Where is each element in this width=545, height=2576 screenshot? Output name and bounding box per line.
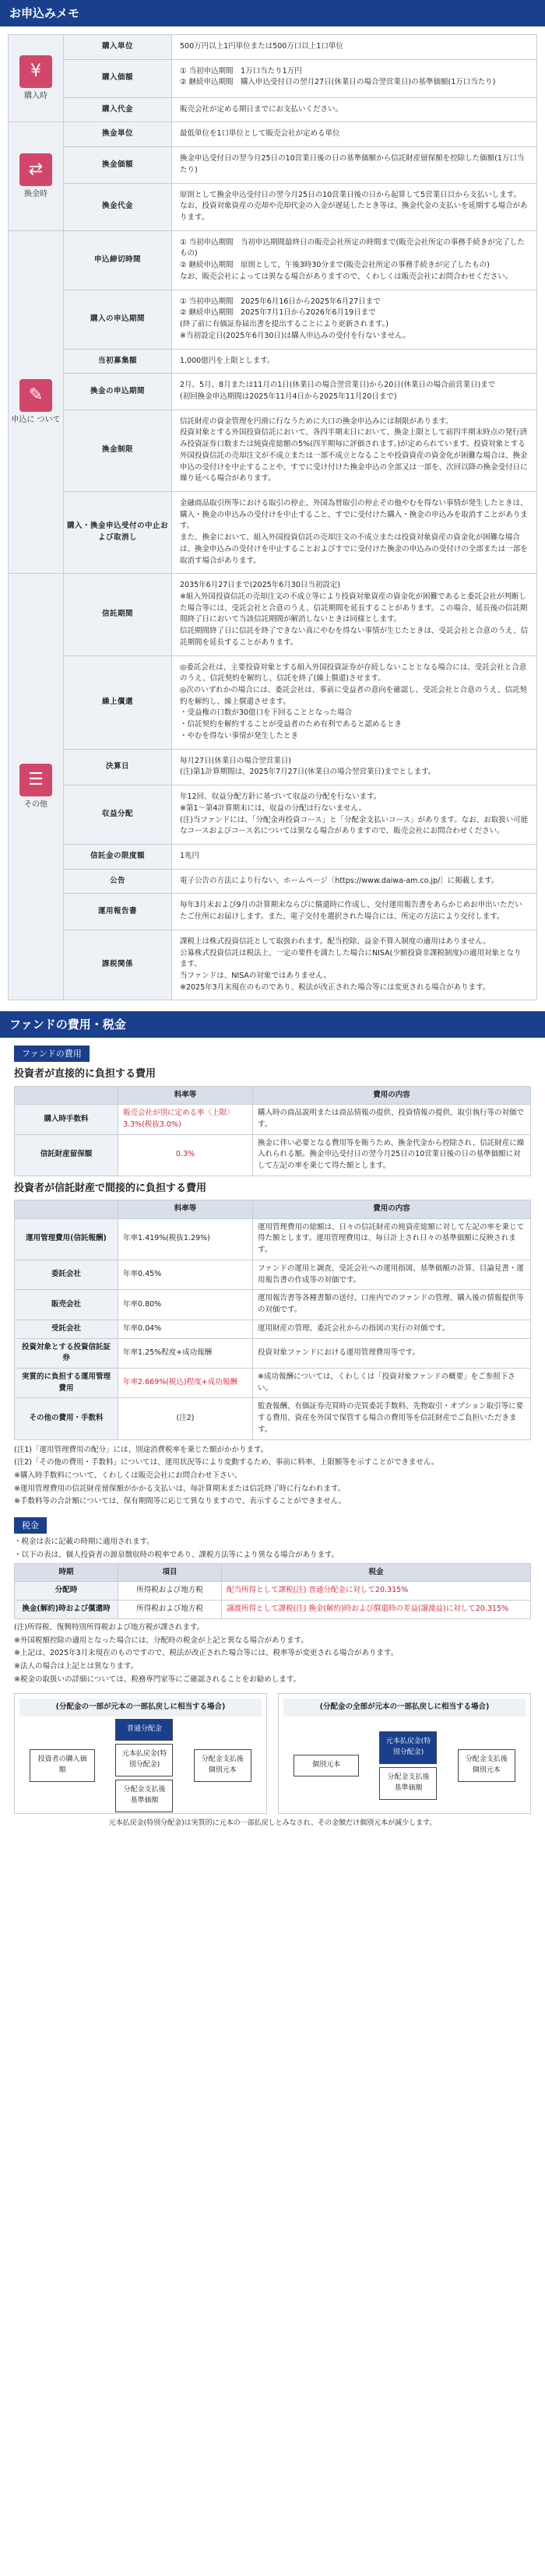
nav-after-box: 分配金支払後基準価額 bbox=[379, 1767, 437, 1800]
row-label: 申込締切時間 bbox=[63, 231, 172, 290]
row-text: 金融商品取引所等における取引の停止、外国為替取引の停止その他やむを得ない事情が発生したときは、購入・換金の申込みの受付けを中止すること、すでに受付けた購入・換金の申込みを取消すことがあります。 また、換金において、組入外国投資信託の売却注文の不成立または投資対象資産の資金化が困難な場合は、換金申込みの受付けを中止することおよびすでに受付けた換金の申込みの受付けの全部または一部を取消す場合があります。 bbox=[180, 498, 528, 565]
row-label: 購入の申込期間 bbox=[63, 290, 172, 349]
memo-row bbox=[63, 869, 536, 894]
cell-item: 所得税および地方税 bbox=[118, 1582, 222, 1601]
investor-cost-box: 投資者の購入価額 bbox=[30, 1749, 95, 1782]
group-side bbox=[9, 35, 63, 121]
cell-tax: 譲渡所得として課税(注) 換金(解約)時および償還時の差益(譲渡益)に対して20.315% bbox=[222, 1601, 531, 1619]
row-text: 換金申込受付日の翌今月25日の10営業日後の日の基準価額から信託財産留保額を控除した価額(1万口当たり) bbox=[180, 154, 525, 174]
diagram-head: (分配金の一部が元本の一部払戻しに相当する場合) bbox=[19, 1699, 262, 1717]
fee-sub-head: ファンドの費用 bbox=[14, 1046, 90, 1062]
order-memo-header: お申込みメモ bbox=[0, 0, 545, 26]
cell-desc: 投資対象ファンドにおける運用管理費用等です。 bbox=[253, 1338, 531, 1368]
row-text: 最低単位を1口単位として販売会社が定める単位 bbox=[180, 129, 340, 139]
row-label: 換金制限 bbox=[63, 410, 172, 491]
cell-desc: ファンドの運用と調査、受託会社への運用指図、基準価額の計算、目論見書・運用報告書の作成等の対価です。 bbox=[253, 1260, 531, 1289]
row-text: 毎年3月末および9月の計算期末ならびに償還時に作成し、交付運用報告書をあらかじめお申出いただいたご住所にお届けします。また、電子交付を選択された場合には、所定の方法により交付します。 bbox=[180, 901, 522, 922]
tax-intro bbox=[14, 1537, 531, 1561]
after-principal-box: 分配金支払後個別元本 bbox=[458, 1749, 515, 1782]
table-header: 税金 bbox=[222, 1563, 531, 1582]
row-label: 信託金の限度額 bbox=[63, 845, 172, 869]
pen-icon: ✎ bbox=[19, 379, 52, 412]
group-purchase bbox=[8, 34, 537, 121]
tax-sub-head: 税金 bbox=[14, 1517, 47, 1534]
table-header bbox=[15, 1200, 118, 1219]
note: ※上記は、2025年3月末現在のものですので、税法が改正された場合等には、税率等が変更される場合があります。 bbox=[14, 1649, 399, 1658]
cell-desc: 換金に伴い必要となる費用等を賄うため、換金代金から控除され、信託財産に繰入れられる額。換金申込受付日の翌今月25日の10営業日後の日の基準価額に対して左記の率を乗じて得た額とします。 bbox=[253, 1134, 531, 1176]
cell-label: その他の費用・手数料 bbox=[15, 1398, 118, 1439]
row-label: 信託期間 bbox=[63, 574, 172, 655]
after-principal-box: 分配金支払後個別元本 bbox=[194, 1749, 251, 1782]
wallet-icon: ¥ bbox=[19, 55, 52, 88]
cell-time: 換金(解約)時および償還時 bbox=[15, 1601, 118, 1619]
cell-rate: 年率0.45% bbox=[118, 1260, 253, 1289]
memo-row bbox=[63, 785, 536, 844]
cell-rate: 年率0.04% bbox=[118, 1320, 253, 1338]
table-row bbox=[15, 1218, 531, 1260]
note: ※運用管理費用の信託財産留保額がかかる支払いは、毎計算期末または信託終了時に行なわれます。 bbox=[14, 1484, 346, 1493]
memo-row bbox=[63, 930, 536, 1000]
group-redemption bbox=[8, 121, 537, 230]
side-label: 購入時 bbox=[24, 92, 47, 101]
row-text: 信託財産の資金管理を円滑に行なうために大口の換金申込みには制限があります。 投資対象とする外国投資信託において、各四半期末日において、換金上限として前四半期末時点の発行済み投資証券口数または純資産総額の5%(四半期毎に評価されます。)が定められています。投資対象とする外国投資信託の売却注文が不成立または一部不成立となることや投資資産の資金化が困難な場合は、換金申込の受付けを中止することや、すでに受け付けた換金申込の全部又は一部を、次回以降の換金受付日に繰り延べる場合があります。 bbox=[180, 416, 528, 483]
individual-principal-box: 個別元本 bbox=[294, 1755, 359, 1776]
memo-row bbox=[63, 231, 536, 290]
row-label: 換金価額 bbox=[63, 147, 172, 182]
row-text: 1,000億円を上限とします。 bbox=[180, 356, 275, 365]
row-label: 運用報告書 bbox=[63, 894, 172, 929]
group-side bbox=[9, 231, 63, 574]
cell-desc: 監査報酬、有価証券売買時の売買委託手数料、先物取引・オプション取引等に要する費用、資産を外国で保管する場合の費用等を信託財産でご負担いただきます。 bbox=[253, 1398, 531, 1439]
row-label: 換金代金 bbox=[63, 184, 172, 230]
table-row bbox=[15, 1398, 531, 1439]
indirect-cost-table bbox=[14, 1200, 531, 1440]
diagram-right bbox=[278, 1693, 531, 1814]
memo-row bbox=[63, 655, 536, 749]
table-header: 費用の内容 bbox=[253, 1200, 531, 1219]
table-row bbox=[15, 1290, 531, 1320]
note: ※外国税額控除の適用となった場合には、分配時の税金が上記と異なる場合があります。 bbox=[14, 1636, 308, 1645]
cell-label: 販売会社 bbox=[15, 1290, 118, 1320]
memo-row bbox=[63, 349, 536, 374]
table-header: 時期 bbox=[15, 1563, 118, 1582]
row-text: ① 当初申込期間 2025年6月16日から2025年6月27日まで ② 継続申込期間 2025年7月1日から2026年6月19日まで (終了前に有価証券届出書を提出することにより更新されます。) ※当初設定日(2025年6月30日)は購入申込みの受付を行ないません。 bbox=[180, 297, 410, 340]
side-label: その他 bbox=[24, 800, 47, 810]
note: ※手数料等の合計額については、保有期間等に応じて異なりますので、表示することができません。 bbox=[14, 1497, 346, 1506]
cell-tax: 配当所得として課税(注) 普通分配金に対して20.315% bbox=[222, 1582, 531, 1601]
cell-label: 実質的に負担する運用管理費用 bbox=[15, 1368, 118, 1397]
exchange-icon: ⇄ bbox=[19, 153, 52, 186]
row-text: 年12回、収益分配方針に基づいて収益の分配を行ないます。 ※第1～第4計算期末には、収益の分配は行ないません。 (注)当ファンドには、「分配金再投資コース」と「分配金支払いコース」があります。なお、お取扱い可能なコースおよびコース名については異なる場合がありますので、販売会社にお問合わせください。 bbox=[180, 792, 529, 836]
row-label: 課税関係 bbox=[63, 930, 172, 1000]
cell-rate: 年率1.25%程度+成功報酬 bbox=[118, 1338, 253, 1368]
group-other bbox=[8, 573, 537, 1000]
row-label: 購入単位 bbox=[63, 35, 172, 59]
table-row bbox=[15, 1368, 531, 1397]
row-text: 1兆円 bbox=[180, 851, 200, 860]
tax-table bbox=[14, 1563, 531, 1619]
note: ※税金の取扱いの詳細については、税務専門家等にご確認されることをお勧めします。 bbox=[14, 1675, 301, 1684]
row-text: 毎月27日(休業日の場合翌営業日) (注)第1計算期間は、2025年7月27日(休業日の場合翌営業日)までとします。 bbox=[180, 756, 436, 777]
row-text: 2035年6月27日まで(2025年6月30日当初設定) ※組入外国投資信託の売却注文の不成立等により投資対象資産の資金化が困難であると委託会社が判断した場合等には、受託会社と合意のうえ、信託期間を延長することがあります。この場合、延長後の信託期間終了日において当該信託期間が解消しないときは同様とします。 信託期間終了日に信託を終了できない真にやむを得ない事情が生じたときは、受託会社と合意のうえ、信託期間を延長することがあります。 bbox=[180, 581, 529, 647]
note: (注)所得税、復興特別所得税および地方税が課されます。 bbox=[14, 1622, 205, 1632]
row-label: 収益分配 bbox=[63, 785, 172, 844]
row-text: 2月、5月、8月または11月の1日(休業日の場合翌営業日)から20日(休業日の場合前営業日)まで (初回換金申込期間は2025年11月4日から2025年11月20日まで) bbox=[180, 381, 496, 401]
group-side bbox=[9, 574, 63, 1000]
note: (注1)「運用管理費用の配分」には、別途消費税率を乗じた額がかかります。 bbox=[14, 1445, 269, 1454]
note: (注2)「その他の費用・手数料」については、運用状況等により変動するため、事前に料率、上限額等を示すことができません。 bbox=[14, 1458, 439, 1467]
fee-section-header: ファンドの費用・税金 bbox=[0, 1011, 545, 1038]
table-row bbox=[15, 1105, 531, 1134]
cell-rate: (注2) bbox=[118, 1398, 253, 1439]
table-row bbox=[15, 1582, 531, 1601]
row-label: 購入価額 bbox=[63, 60, 172, 97]
cell-label: 信託財産留保額 bbox=[15, 1134, 118, 1176]
memo-row bbox=[63, 290, 536, 349]
cell-label: 運用管理費用(信託報酬) bbox=[15, 1218, 118, 1260]
row-label: 購入・換金申込受付の中止および取消し bbox=[63, 492, 172, 573]
row-text: 電子公告の方法により行ない、ホームページ〔https://www.daiwa-am.co.jp/〕に掲載します。 bbox=[180, 876, 499, 885]
note: ・税金は表に記載の時期に適用されます。 bbox=[14, 1538, 154, 1547]
table-header bbox=[15, 1086, 118, 1105]
refund-box: 元本払戻金(特別分配金) bbox=[115, 1744, 173, 1776]
cell-rate: 年率2.669%(税込)程度+成功報酬 bbox=[118, 1368, 253, 1397]
row-text: ◎委託会社は、主要投資対象とする組入外国投資証券が存続しないこととなる場合には、受託会社と合意のうえ、信託契約を解約し、信託を終了(繰上償還)させます。 ◎次のいずれかの場合には、委託会社は、事前に受益者の意向を確認し、受託会社と合意のうえ、信託契約を解約し、繰上償還させます。 ・受益権の口数が30億口を下回ることとなった場合 ・信託契約を解約することが受益者のため有利であると認めるとき ・やむを得ない事情が発生したとき bbox=[180, 662, 527, 740]
row-text: 原則として換金申込受付日の翌今月25日の10営業日後の日から起算して5営業日目から支払いします。 なお、投資対象資産の売却や売却代金の入金が遅延したとき等は、換金代金の支払いを延期する場合があります。 bbox=[180, 190, 528, 223]
table-row bbox=[15, 1320, 531, 1338]
row-label: 購入代金 bbox=[63, 98, 172, 122]
memo-row bbox=[63, 844, 536, 869]
side-label: 申込に ついて bbox=[11, 416, 61, 425]
cell-label: 受託会社 bbox=[15, 1320, 118, 1338]
distribution-diagram bbox=[14, 1693, 531, 1814]
cell-item: 所得税および地方税 bbox=[118, 1601, 222, 1619]
diagram-footnote: 元本払戻金(特別分配金)は実質的に元本の一部払戻しとみなされ、その金額だけ個別元本が減少します。 bbox=[108, 1819, 437, 1828]
cell-desc: ※成功報酬については、くわしくは「投資対象ファンドの概要」をご参照下さい。 bbox=[253, 1368, 531, 1397]
refund-box: 元本払戻金(特別分配金) bbox=[379, 1731, 437, 1764]
memo-row bbox=[63, 146, 536, 182]
table-header: 項目 bbox=[118, 1563, 222, 1582]
memo-row bbox=[63, 893, 536, 929]
row-label: 換金単位 bbox=[63, 122, 172, 146]
note: ※法人の場合は上記とは異なります。 bbox=[14, 1661, 139, 1671]
note: ※購入時手数料について、くわしくは販売会社にお問合わせ下さい。 bbox=[14, 1471, 242, 1480]
memo-row bbox=[63, 373, 536, 409]
diagram-head: (分配金の全部が元本の一部払戻しに相当する場合) bbox=[283, 1699, 526, 1717]
cell-desc: 購入時の商品説明または商品情報の提供、投資情報の提供、取引執行等の対価です。 bbox=[253, 1105, 531, 1134]
table-header: 料率等 bbox=[118, 1086, 253, 1105]
cell-desc: 運用管理費用の総額は、日々の信託財産の純資産総額に対して左記の率を乗じて得た額とします。運用管理費用は、毎日計上され日々の基準価額に反映されます。 bbox=[253, 1218, 531, 1260]
row-label: 当初募集額 bbox=[63, 350, 172, 374]
table-row bbox=[15, 1338, 531, 1368]
side-label: 換金時 bbox=[24, 190, 47, 199]
order-memo bbox=[8, 34, 537, 1000]
row-label: 公告 bbox=[63, 870, 172, 894]
direct-cost-table bbox=[14, 1086, 531, 1176]
direct-cost-title: 投資者が直接的に負担する費用 bbox=[14, 1068, 156, 1081]
table-header: 費用の内容 bbox=[253, 1086, 531, 1105]
cell-rate: 年率1.419%(税抜1.29%) bbox=[118, 1218, 253, 1260]
memo-row bbox=[63, 35, 536, 59]
row-text: 500万円以上1円単位または500万口以上1口単位 bbox=[180, 42, 343, 51]
group-application bbox=[8, 230, 537, 574]
row-text: ① 当初申込期間 当初申込期間最終日の販売会社所定の時間まで(販売会社所定の事務手続きが完了したもの) ② 継続申込期間 原則として、午後3時30分まで(販売会社所定の事務手続きが完了したもの) なお、販売会社によっては異なる場合がありますので、くわしくは販売会社にお問合わせください。 bbox=[180, 237, 525, 281]
cell-desc: 運用報告書等各種書類の送付、口座内でのファンドの管理、購入後の情報提供等の対価です。 bbox=[253, 1290, 531, 1320]
memo-row bbox=[63, 97, 536, 122]
document-icon: ☰ bbox=[19, 764, 52, 796]
memo-row bbox=[63, 491, 536, 573]
cell-label: 委託会社 bbox=[15, 1260, 118, 1289]
row-label: 換金の申込期間 bbox=[63, 374, 172, 409]
cell-rate: 年率0.80% bbox=[118, 1290, 253, 1320]
cell-label: 購入時手数料 bbox=[15, 1105, 118, 1134]
tax-notes bbox=[14, 1622, 531, 1686]
group-side bbox=[9, 122, 63, 230]
memo-row bbox=[63, 122, 536, 146]
table-row bbox=[15, 1601, 531, 1619]
table-row bbox=[15, 1260, 531, 1289]
normal-dist-box: 普通分配金 bbox=[115, 1719, 173, 1741]
nav-after-box: 分配金支払後基準価額 bbox=[115, 1780, 173, 1812]
memo-row bbox=[63, 59, 536, 97]
note: ・以下の表は、個人投資者の源泉徴収時の税率であり、課税方法等により異なる場合があります。 bbox=[14, 1550, 339, 1559]
memo-row bbox=[63, 409, 536, 491]
diagram-left bbox=[14, 1693, 267, 1814]
row-text: 課税上は株式投資信託として取扱われます。配当控除、益金不算入制度の適用はありません。 公募株式投資信託は税法上、一定の要件を満たした場合にNISA(少額投資非課税制度)の適用対象となります。 当ファンドは、NISAの対象ではありません。 ※2025年3月末現在のものであり、税法が改正された場合等には変更される場合があります。 bbox=[180, 937, 522, 992]
table-row bbox=[15, 1134, 531, 1176]
memo-row bbox=[63, 183, 536, 230]
cell-time: 分配時 bbox=[15, 1582, 118, 1601]
fee-notes bbox=[14, 1445, 531, 1509]
row-label: 繰上償還 bbox=[63, 656, 172, 749]
cell-label: 投資対象とする投資信託証券 bbox=[15, 1338, 118, 1368]
cell-desc: 運用財産の管理、委託会社からの指図の実行の対価です。 bbox=[253, 1320, 531, 1338]
indirect-cost-title: 投資者が信託財産で間接的に負担する費用 bbox=[14, 1182, 207, 1194]
row-text: 販売会社が定める期日までにお支払いください。 bbox=[180, 104, 343, 114]
row-label: 決算日 bbox=[63, 750, 172, 785]
memo-row bbox=[63, 749, 536, 785]
fee-section bbox=[14, 1038, 531, 1829]
cell-rate: 0.3% bbox=[118, 1134, 253, 1176]
row-text: ① 当初申込期間 1万口当たり1万円 ② 継続申込期間 購入申込受付日の翌月27日(休業日の場合翌営業日)の基準価額(1万口当たり) bbox=[180, 66, 496, 87]
memo-row bbox=[63, 574, 536, 655]
cell-rate: 販売会社が別に定める率〈上限〉3.3%(税抜3.0%) bbox=[118, 1105, 253, 1134]
table-header: 料率等 bbox=[118, 1200, 253, 1219]
